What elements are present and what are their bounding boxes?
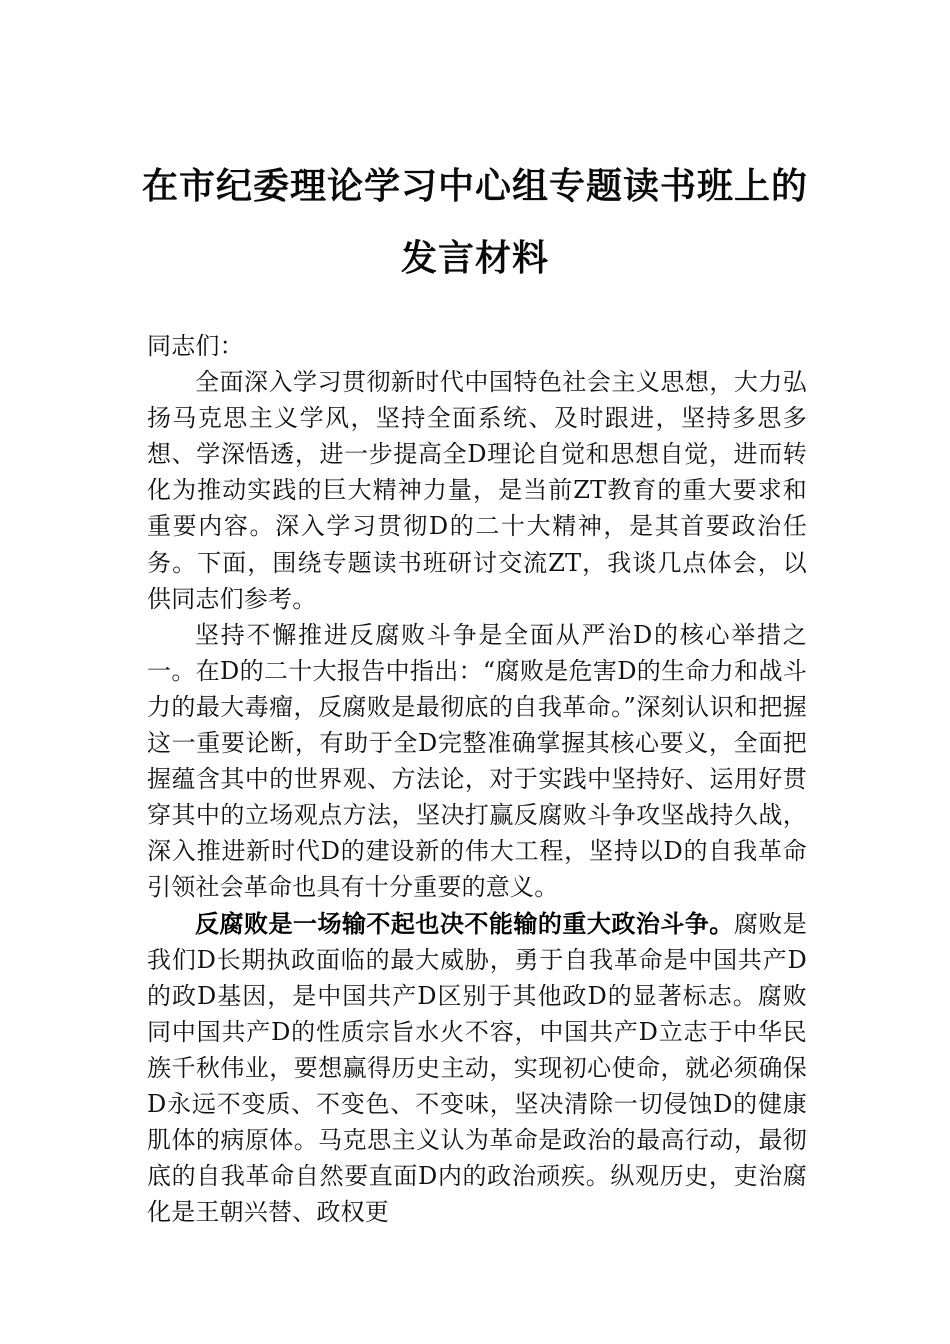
paragraph-intro (147, 364, 807, 617)
title-line-1: 在市纪委理论学习中心组专题读书班上的 (141, 165, 808, 207)
paragraph-anti-corruption-core (147, 617, 807, 906)
salutation: 同志们： (147, 332, 244, 360)
document-body (147, 328, 807, 1230)
paragraph-lead-heading: 反腐败是一场输不起也决不能输的重大政治斗争。 (195, 908, 734, 938)
paragraph-text: 全面深入学习贯彻新时代中国特色社会主义思想，大力弘扬马克思主义学风，坚持全面系统、及时跟进，坚持多思多想、学深悟透，进一步提高全D理论自觉和思想自觉，进而转化为推动实践的巨大精神力量，是当前ZT教育的重大要求和重要内容。深入学习贯彻D的二十大精神，是其首要政治任务。下面，围绕专题读书班研讨交流ZT，我谈几点体会，以供同志们参考。 (147, 368, 807, 613)
page-title (100, 150, 850, 294)
paragraph-text: 坚持不懈推进反腐败斗争是全面从严治D的核心举措之一。在D的二十大报告中指出：“腐败是危害D的生命力和战斗力的最大毒瘤，反腐败是最彻底的自我革命。”深刻认识和把握这一重要论断，有助于全D完整准确掌握其核心要义，全面把握蕴含其中的世界观、方法论，对于实践中坚持好、运用好贯穿其中的立场观点方法，坚决打赢反腐败斗争攻坚战持久战，深入推进新时代D的建设新的伟大工程，坚持以D的自我革命引领社会革命也具有十分重要的意义。 (147, 620, 807, 902)
paragraph-text: 腐败是我们D长期执政面临的最大威胁，勇于自我革命是中国共产D的政D基因，是中国共产D区别于其他政D的显著标志。腐败同中国共产D的性质宗旨水火不容，中国共产D立志于中华民族千秋伟业，要想赢得历史主动，实现初心使命，就必须确保D永远不变质、不变色、不变味，坚决清除一切侵蚀D的健康肌体的病原体。马克思主义认为革命是政治的最高行动，最彻底的自我革命自然要直面D内的政治顽疾。纵观历史，吏治腐化是王朝兴替、政权更 (147, 909, 807, 1227)
title-line-2: 发言材料 (400, 237, 549, 279)
paragraph-political-struggle (147, 906, 807, 1231)
